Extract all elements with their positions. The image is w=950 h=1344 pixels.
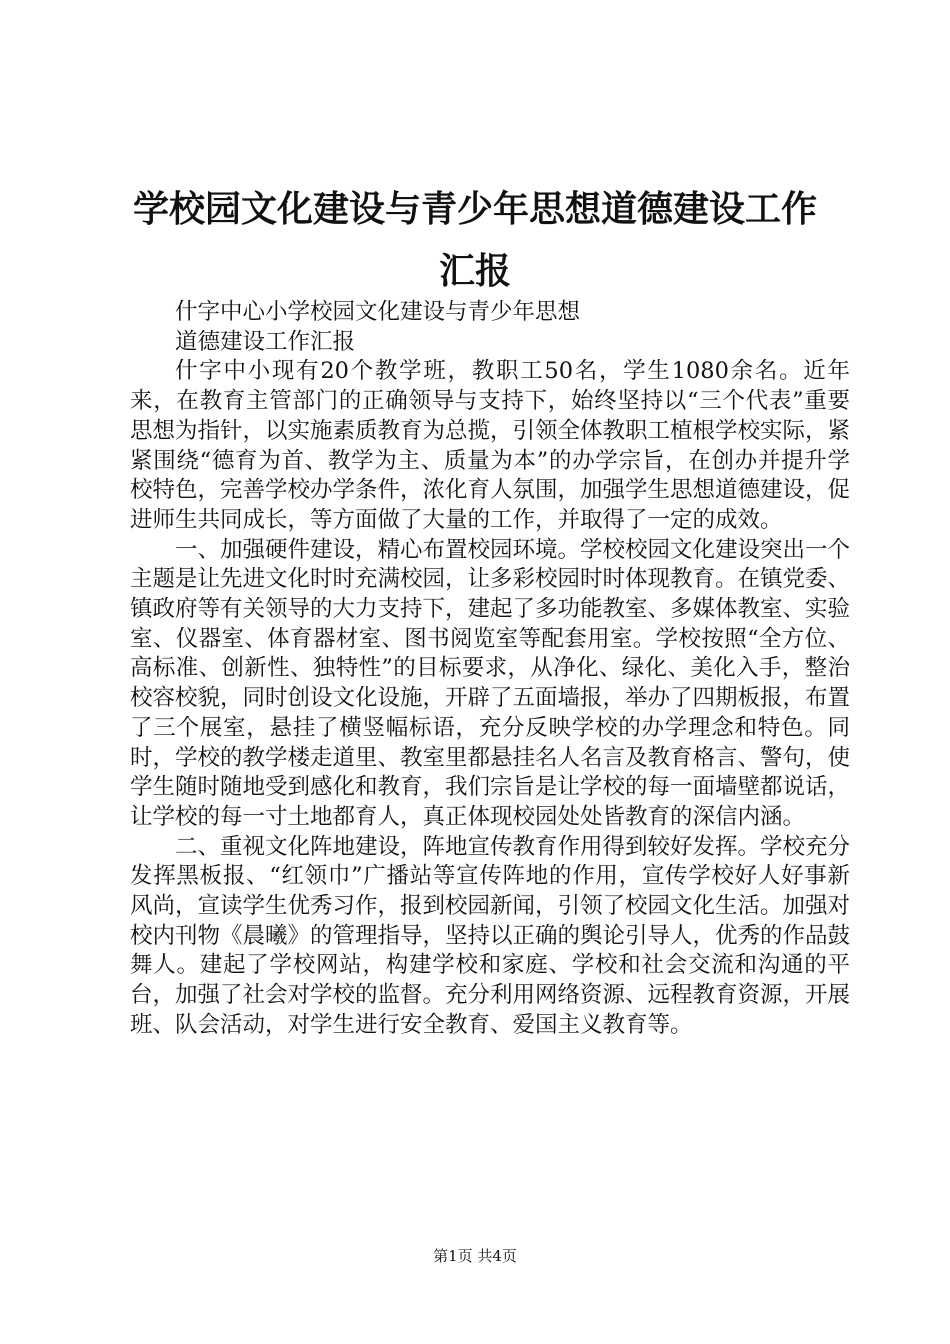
paragraph-section-1: 一、加强硬件建设，精心布置校园环境。学校校园文化建设突出一个主题是让先进文化时时充满校园，让多彩校园时时体现教育。在镇党委、镇政府等有关领导的大力支持下，建起了多功能教室、多媒体教室、实验室、仪器室、体育器材室、图书阅览室等配套用室。学校按照“全方位、高标准、创新性、独特性”的目标要求，从净化、绿化、美化入手，整治校容校貌，同时创设文化设施，开辟了五面墙报，举办了四期板报，布置了三个展室，悬挂了横竖幅标语，充分反映学校的办学理念和特色。同时，学校的教学楼走道里、教室里都悬挂名人名言及教育格言、警句，使学生随时随地受到感化和教育，我们宗旨是让学校的每一面墙壁都说话，让学校的每一寸土地都育人，真正体现校园处处皆教育的深信内涵。 — [130, 536, 851, 830]
document-body — [130, 298, 850, 1041]
paragraph-intro: 什字中小现有20个教学班，教职工50名，学生1080余名。近年来，在教育主管部门的正确领导与支持下，始终坚持以“三个代表”重要思想为指针，以实施素质教育为总揽，引领全体教职工植根学校实际，紧紧围绕“德育为首、教学为主、质量为本”的办学宗旨，在创办并提升学校特色，完善学校办学条件，浓化育人氛围，加强学生思想道德建设，促进师生共同成长，等方面做了大量的工作，并取得了一定的成效。 — [130, 358, 851, 533]
page-number-footer: 第1页 共4页 — [433, 1247, 517, 1265]
document-title: 学校园文化建设与青少年思想道德建设工作汇报 — [132, 188, 817, 292]
subtitle-line-1: 什字中心小学校园文化建设与青少年思想 — [175, 299, 581, 325]
subtitle-line-2: 道德建设工作汇报 — [175, 328, 356, 355]
paragraph-section-2: 二、重视文化阵地建设，阵地宣传教育作用得到较好发挥。学校充分发挥黑板报、“红领巾”广播站等宣传阵地的作用，宣传学校好人好事新风尚，宣读学生优秀习作，报到校园新闻，引领了校园文化生活。加强对校内刊物《晨曦》的管理指导，坚持以正确的舆论引导人，优秀的作品鼓舞人。建起了学校网站，构建学校和家庭、学校和社会交流和沟通的平台，加强了社会对学校的监督。充分利用网络资源、远程教育资源，开展班、队会活动，对学生进行安全教育、爱国主义教育等。 — [130, 833, 851, 1038]
